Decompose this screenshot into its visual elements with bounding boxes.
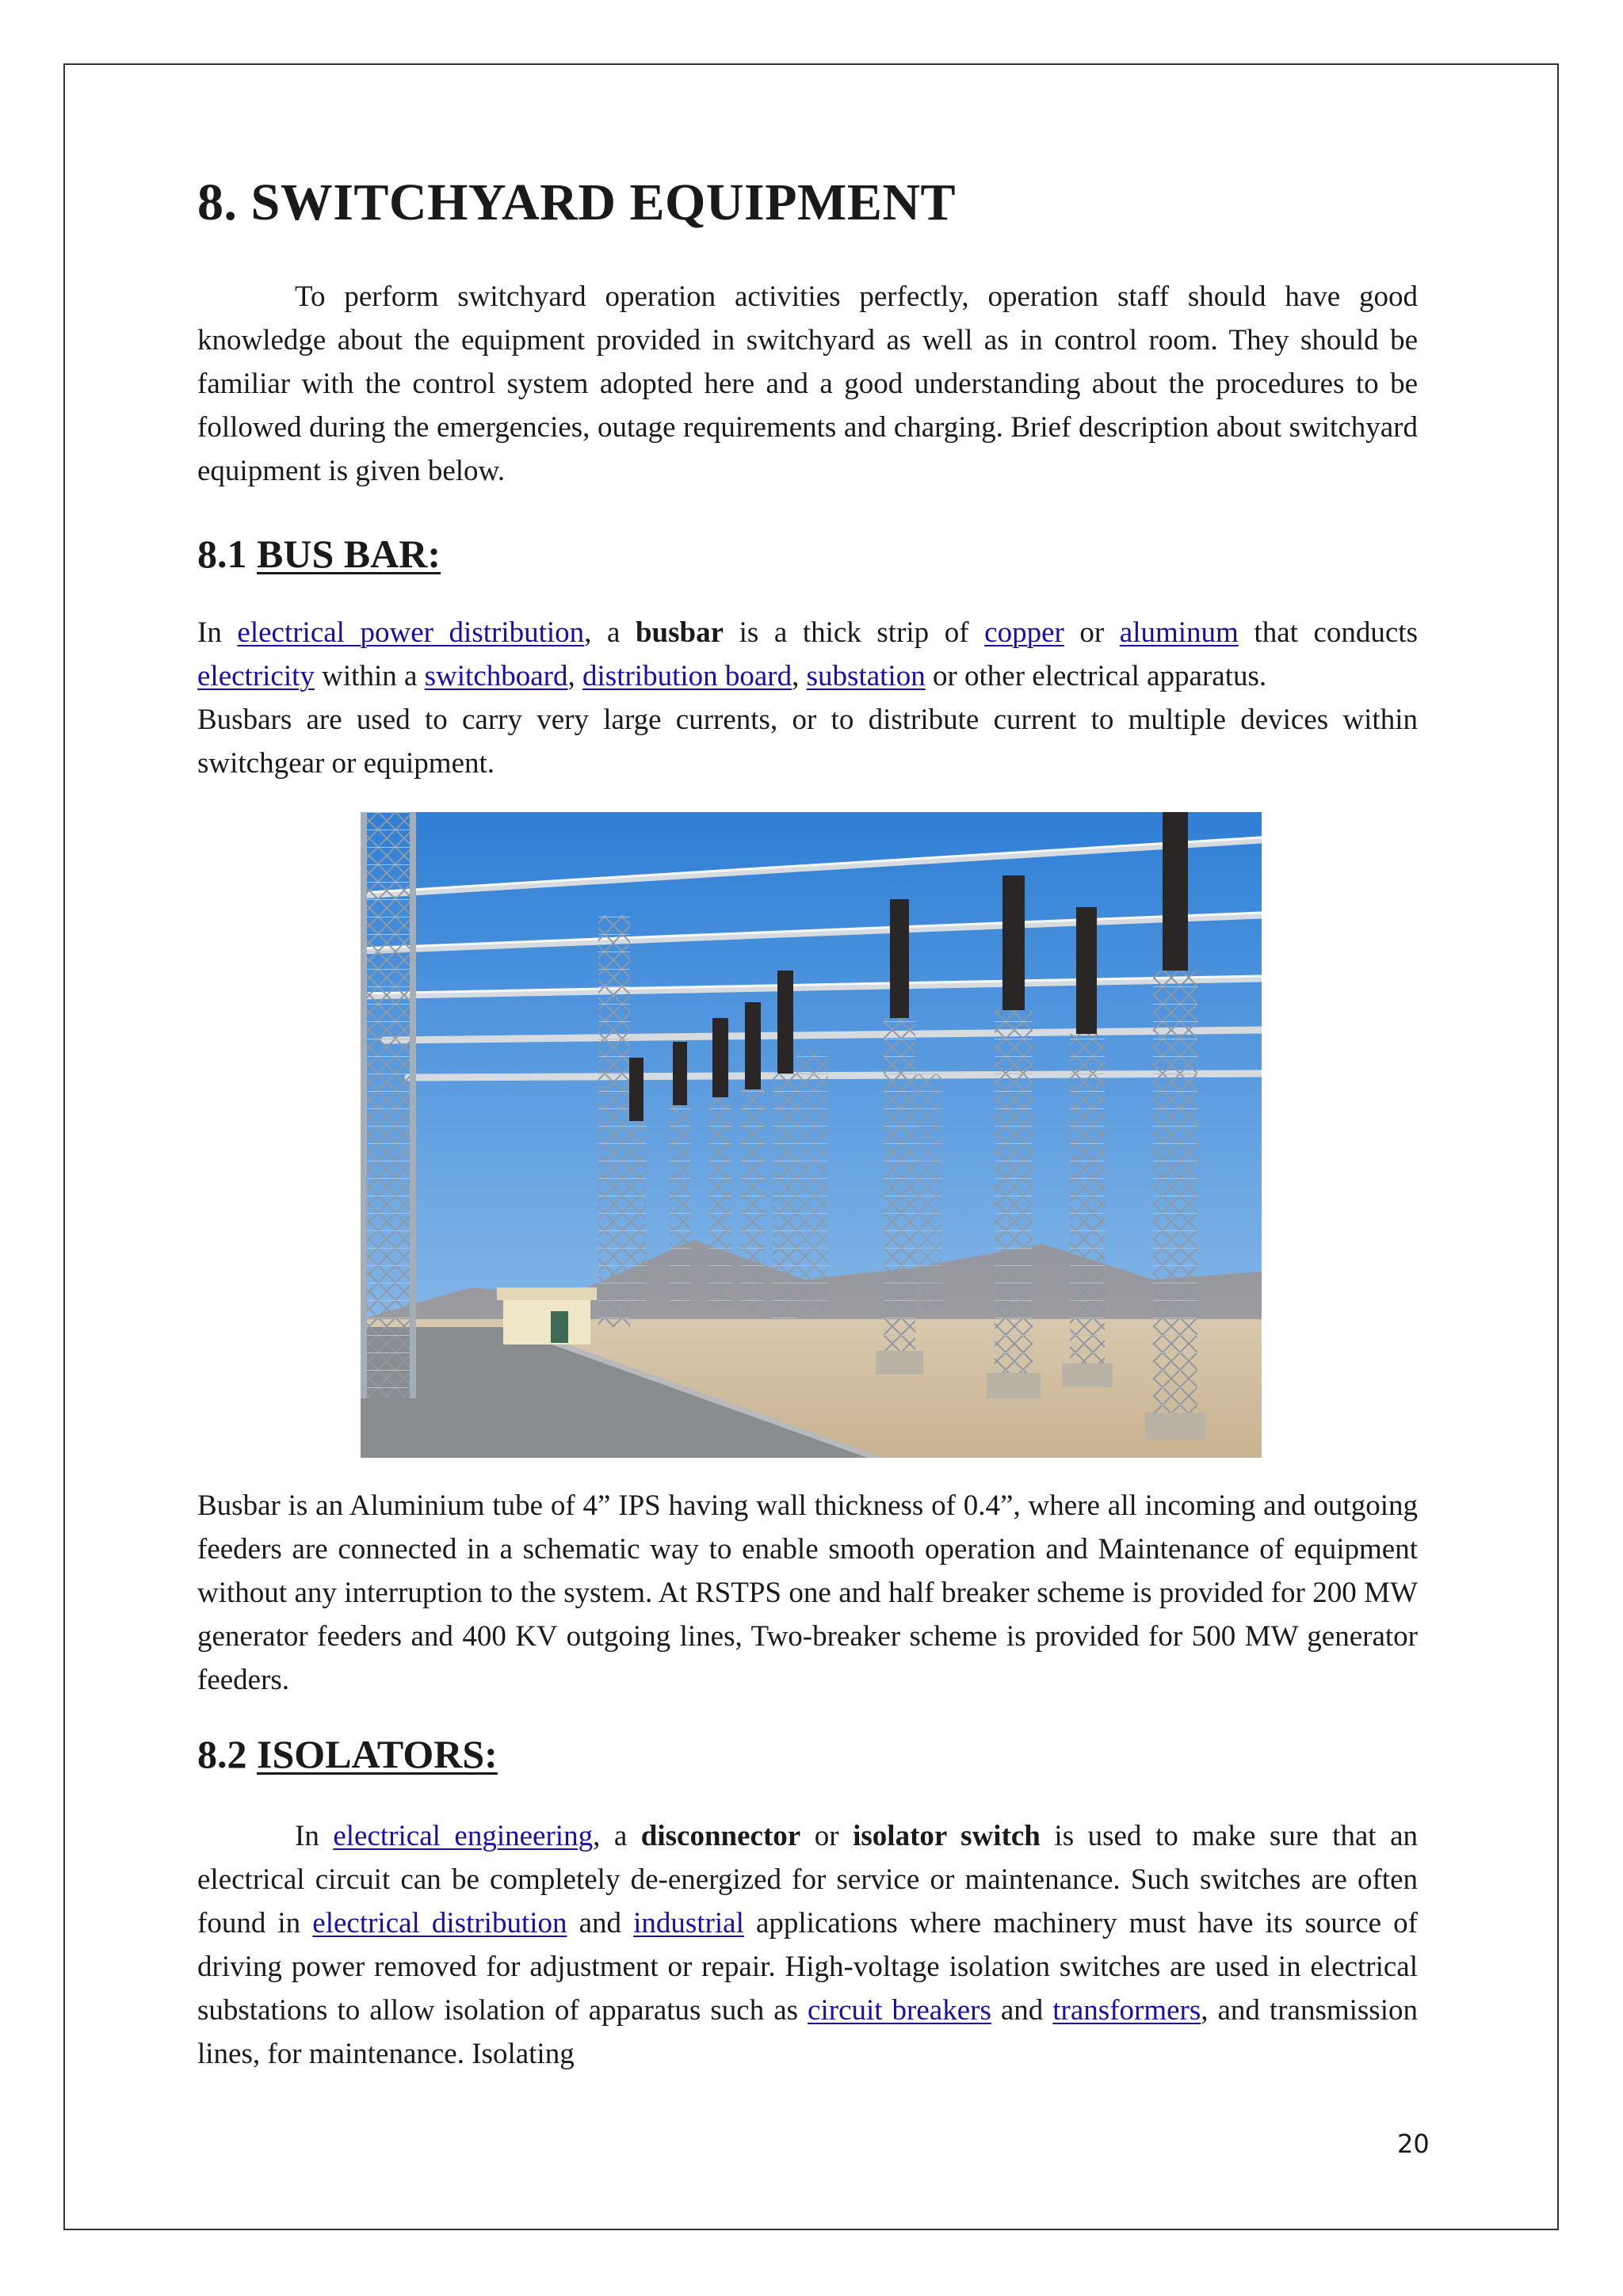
isolators-paragraph bbox=[197, 1814, 1418, 2076]
section-title: ISOLATORS: bbox=[257, 1732, 498, 1776]
term-disconnector: disconnector bbox=[640, 1820, 801, 1852]
link-substation[interactable]: substation bbox=[806, 660, 926, 692]
text-run: Busbars are used to carry very large currents, or to distribute current to multiple devices within switchgear or equipment. bbox=[197, 704, 1418, 780]
text-run: is used to make sure that an electrical circuit can be completely de-energized for service or maintenance. Such switches are often found in bbox=[197, 1820, 1418, 1939]
link-switchboard[interactable]: switchboard bbox=[424, 660, 568, 692]
link-aluminum[interactable]: aluminum bbox=[1119, 616, 1239, 649]
chapter-title: 8. SWITCHYARD EQUIPMENT bbox=[197, 174, 957, 231]
link-transformers[interactable]: transformers bbox=[1052, 1994, 1201, 2027]
text-run: that conducts bbox=[1238, 616, 1418, 649]
link-industrial[interactable]: industrial bbox=[633, 1907, 744, 1939]
intro-paragraph: To perform switchyard operation activities perfectly, operation staff should have good knowledge about the equipment provided in switchyard as well as in control room. They should be familiar with the control system adopted here and a good understanding about the procedures to be followed during the emergencies, outage requirements and charging. Brief description about switchyard equipment is given below. bbox=[197, 280, 1418, 487]
link-electrical-power-distribution[interactable]: electrical power distribution bbox=[237, 616, 585, 649]
link-distribution-board[interactable]: distribution board bbox=[582, 660, 792, 692]
text-run: and bbox=[567, 1907, 634, 1939]
text-run: , a bbox=[584, 616, 636, 649]
section-heading-bus-bar bbox=[197, 531, 441, 577]
text-run: is a thick strip of bbox=[724, 616, 985, 649]
busbar-definition bbox=[197, 611, 1418, 785]
text-run: applications where machinery must have its source of driving power removed for adjustment or repair. High-voltage isolation switches are used in electrical substations to allow isolation of apparatus such as bbox=[197, 1907, 1419, 2027]
link-electrical-distribution[interactable]: electrical distribution bbox=[312, 1907, 567, 1939]
link-copper[interactable]: copper bbox=[984, 616, 1064, 649]
text-run: and bbox=[991, 1994, 1053, 2027]
page-number: 20 bbox=[1397, 2129, 1430, 2159]
section-number: 8.1 bbox=[197, 532, 247, 576]
text-run: , and transmission lines, for maintenance. Isolating bbox=[197, 1994, 1418, 2070]
text-run: or bbox=[1064, 616, 1120, 649]
link-electrical-engineering[interactable]: electrical engineering bbox=[333, 1820, 594, 1852]
busbar-description: Busbar is an Aluminium tube of 4” IPS having wall thickness of 0.4”, where all incoming and outgoing feeders are connected in a schematic way to enable smooth operation and Maintenance of equipment without any interruption to the system. At RSTPS one and half breaker scheme is provided for 200 MW generator feeders and 400 KV outgoing lines, Two-breaker scheme is provided for 500 MW generator feeders. bbox=[197, 1489, 1418, 1696]
section-title: BUS BAR: bbox=[257, 532, 441, 576]
section-number: 8.2 bbox=[197, 1732, 247, 1776]
text-run: In bbox=[295, 1820, 334, 1852]
text-run: or bbox=[800, 1820, 854, 1852]
link-circuit-breakers[interactable]: circuit breakers bbox=[808, 1994, 991, 2027]
switchyard-photo bbox=[361, 812, 1262, 1458]
term-busbar: busbar bbox=[635, 616, 724, 649]
text-run: , a bbox=[593, 1820, 641, 1852]
section-heading-isolators bbox=[197, 1731, 498, 1777]
term-isolator-switch: isolator switch bbox=[853, 1820, 1041, 1852]
text-run: or other electrical apparatus. bbox=[925, 660, 1267, 692]
text-run: within a bbox=[314, 660, 425, 692]
link-electricity[interactable]: electricity bbox=[197, 660, 315, 692]
text-run: , bbox=[792, 660, 807, 692]
text-run: , bbox=[567, 660, 583, 692]
text-run: In bbox=[197, 616, 238, 649]
